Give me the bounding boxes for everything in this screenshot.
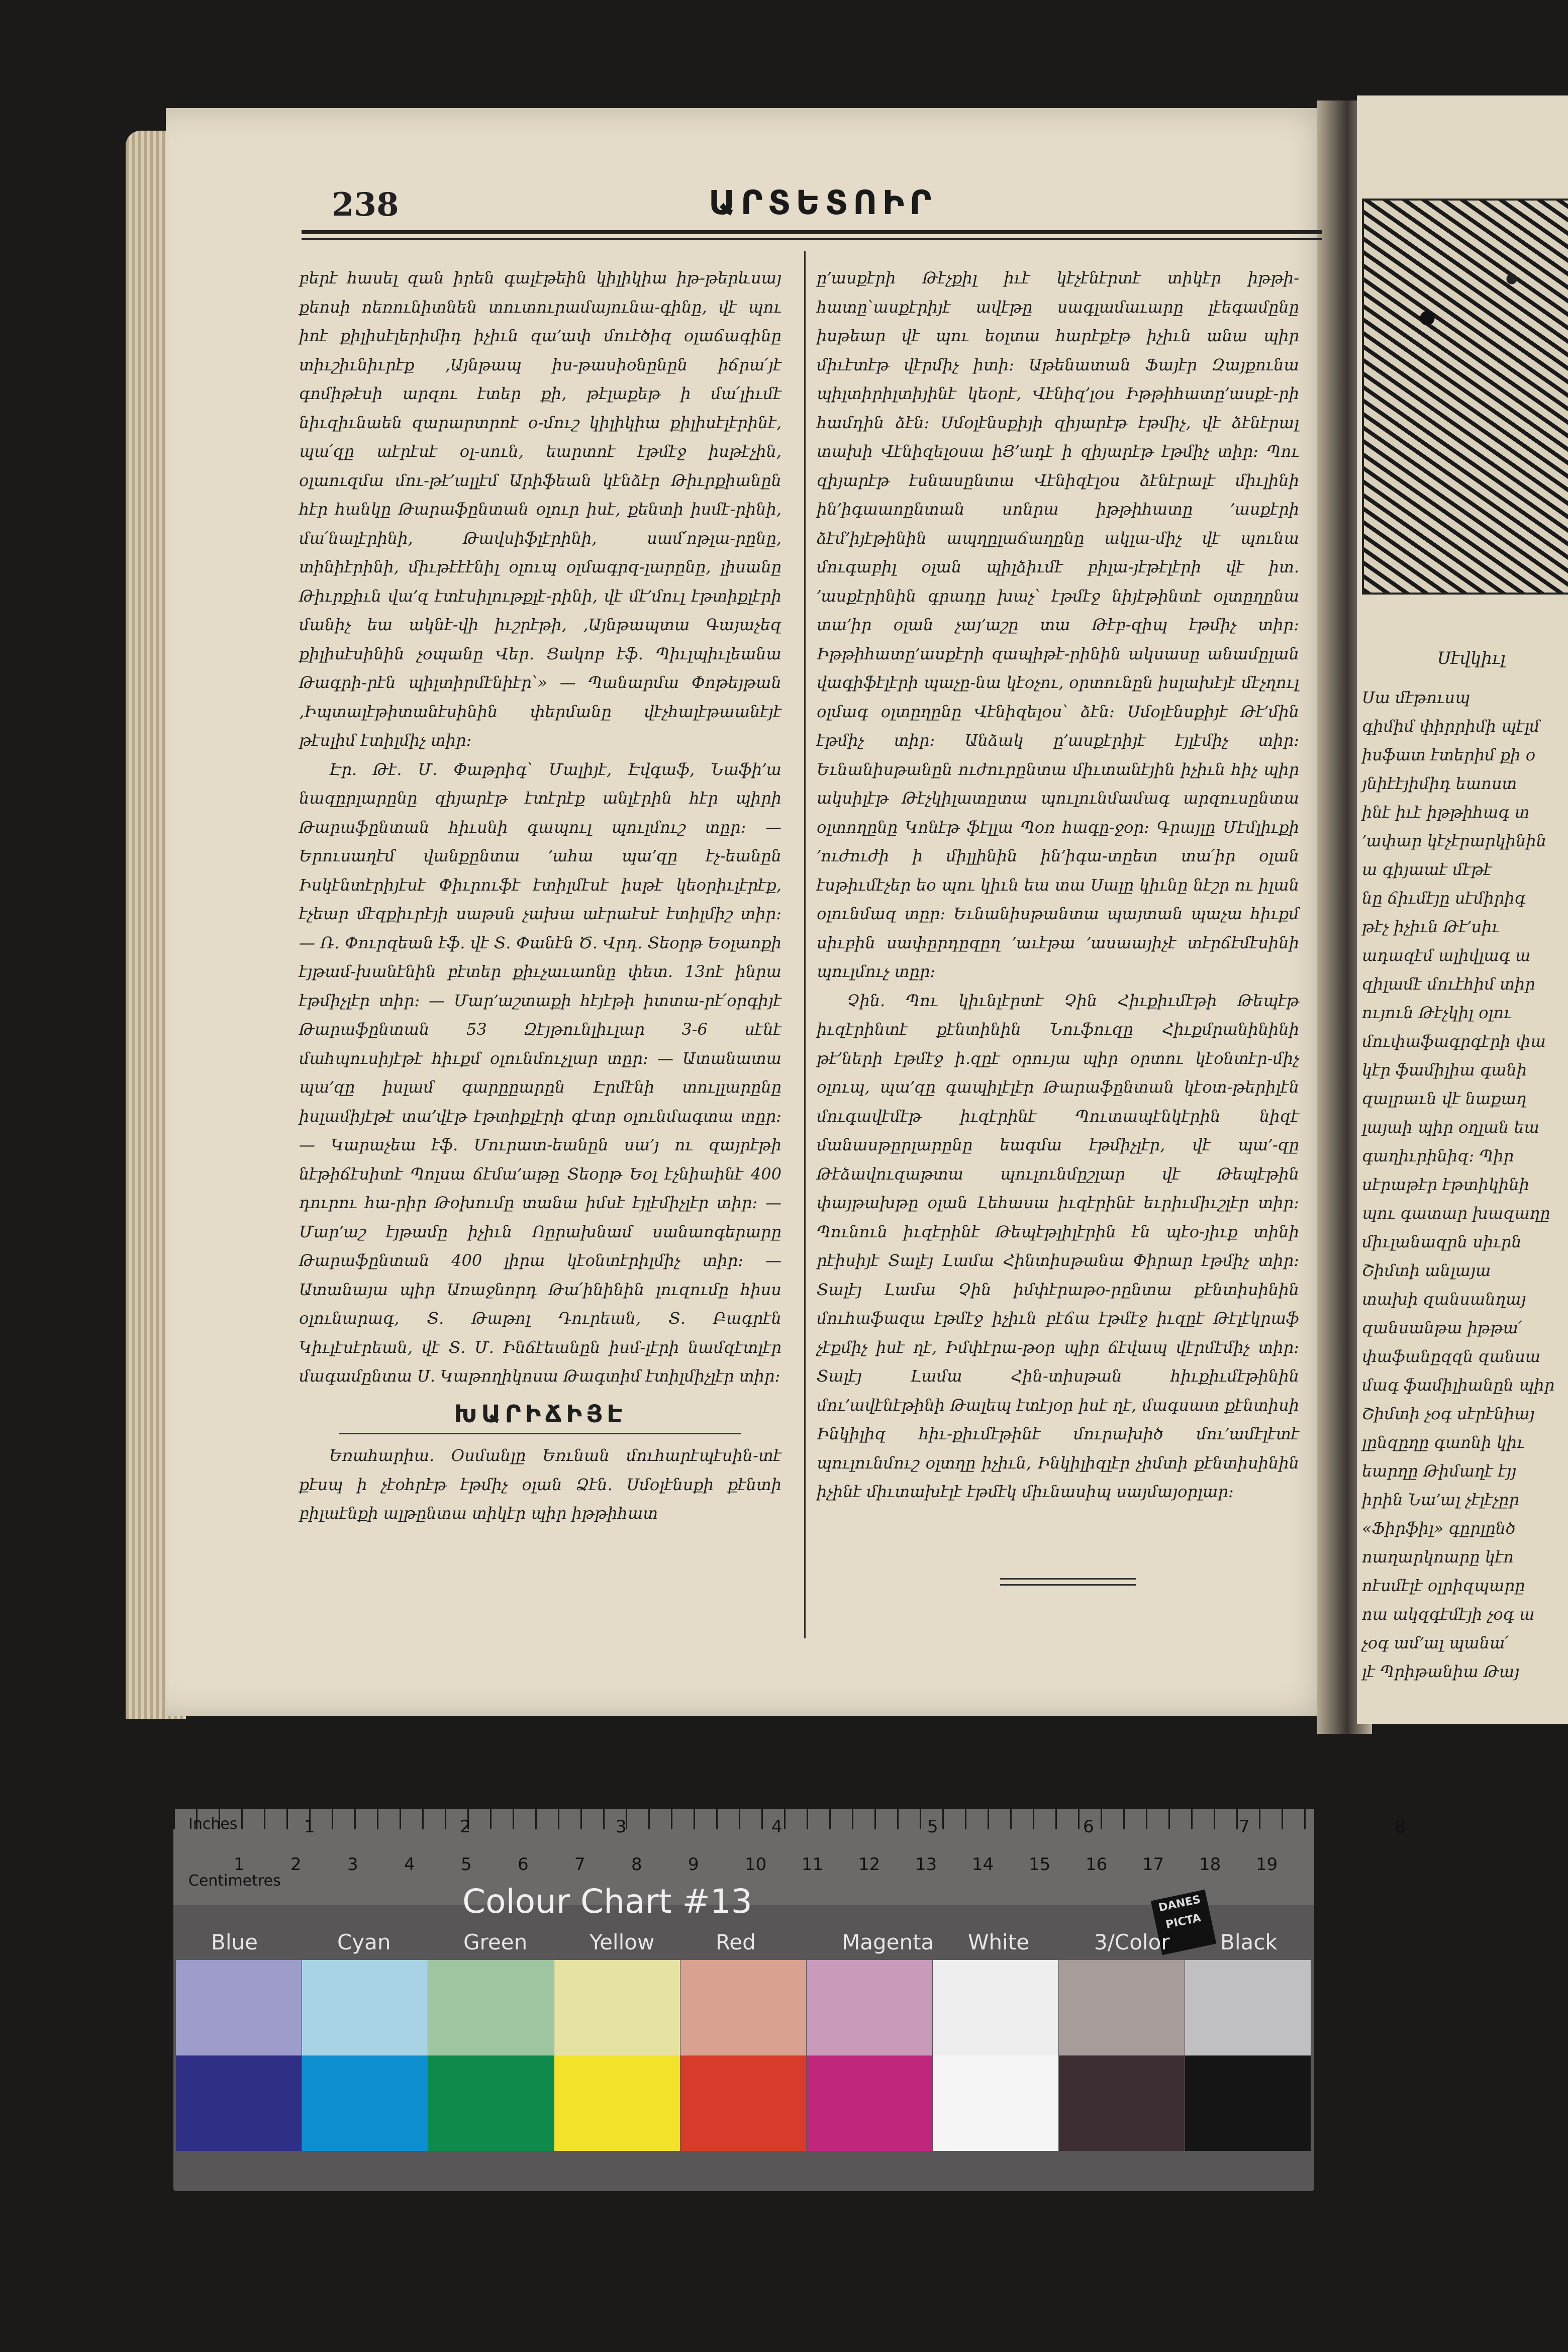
cm-mark: 9 (688, 1854, 699, 1875)
column-divider (804, 251, 806, 1638)
text-line: նը ճիւմէյը սէմիրիգ (1362, 889, 1526, 908)
text-line: կէր ֆամիլիա գանի (1362, 1060, 1527, 1080)
cm-mark: 3 (347, 1854, 358, 1875)
section-title-rule (339, 1433, 741, 1434)
cm-mark: 10 (745, 1854, 767, 1875)
swatch-light (1059, 1960, 1185, 2055)
left-column (299, 264, 781, 1528)
text-line: մագ ֆամիլիանըն պիր (1362, 1376, 1555, 1395)
swatch-dark (680, 2055, 806, 2151)
text-line: ոա ակզգէմէյի չօգ ա (1362, 1605, 1535, 1624)
swatch-dark (302, 2055, 428, 2151)
inch-mark: 7 (1239, 1817, 1250, 1837)
text-line: Շիմտի անլայա (1362, 1261, 1491, 1280)
paragraph: Էր. Թէ. Մ. Փաթրիգ՝ Մալիյէ, Էվգաֆ, Նաֆի՚ա նազըրլարընը զիյարէթ էտէրէք անլէրին հէր պիրի Թարաֆընտան հիւսնի գապուլ պուլմուշ տըր։ — Երուսաղէմ վանքընտա ՚ահա պա՚զը էչ-եանըն Իսկէնտէրիյէսէ Փիւրուֆէ էտիլմէսէ իսթէ կեօրիւլէրէք, էչեար մէզքիւրէյի սաթսն չախա աէրաէսէ էտիլմիշ տիր։ — Ռ. Փուրզեան էֆ. վէ Տ. Փանէն Ծ. Վրդ. Տեօրթ Եօլաոքի էյթամ-խանէնին բէտեր քիւչաւաոնը փետ. 13ոէ ինրա էթմիչլէր տիր։ — Մար՚աշտաքի հէյէթի իտտա-րէ՛օրգիյէ Թարաֆընտան 53 Զէյթունլիւլար 3-6 սէնէ մահպուսիյէթէ հիւքմ օլունմուչլար տըր։ — Ատանատա պա՚զը իսլամ գարըըարըն Էրմէնի տուլլարընը իսլամիյէթէ տա՚վէթ էթտիքլէրի գէտր օլունմագտա տըր։ — Կարաչեա էֆ. Մուրատ-եանըն սա՚յ ու զայրէթի նէթիճէսիտէ Պոլսա ճէմա՚աթը Տեօրթ Եօլ էչնիաինէ 400 դուրու հա-րիր Թօխումը տանա իմսէ էյլէմիչլէր տիր։ — Մար՚աշ էյթամը իչիւն Ոըրախնամ սանաոգերարը Թարաֆընտան 400 լիրա կէօնտէրիլմիչ տիր։ — Ատանայա պիր Առաջնորդ Թա՛ինինին լուզումը հիսս օլունարագ, Տ. Թաթոլ Դուրեան, Տ. Բագրէն Կիւլէսէրեան, վէ Տ. Մ. Ինճէեանըն իսմ-լէրի նամզէտլէր մագամընտա Ս. Կաթողիկոսա Թագտիմ էտիլմիչլէր տիր։ (299, 759, 781, 1386)
text-line: սէրաթէր էթտիկինի (1362, 1175, 1530, 1194)
cm-mark: 5 (461, 1854, 472, 1875)
swatch-label: Blue (211, 1930, 258, 1954)
cm-mark: 8 (631, 1854, 642, 1875)
paragraph: ը՚ասքէրի Թէչքիլ իւէ կէչէնէրտէ տիկէր իթթի-հատը՝ասքէրիյէ ավէթը սագլամաւարը լէեգամընը իսթեար վէ պու եօլտա հարէքէթ իչիւն անա պիր միւէտէթ վէրմիչ իտի։ Աթենատան Ֆայէր Զայքունա պիլտիրիլտիյինէ կեօրէ, Վէնիզ՚լօս Իթթիհատը՚ասքէ-րի համդին ձէն։ Սմօլէնսքիյի զիյարէթ էթմիչ, վէ ձէնէրալ տախի Վէնիզելօսա իՅ՚ադէ ի զիյարէթ էթմիչ տիր։ Պու զիյարէթ էսնասընտա Վէնիզէլօս ձէնէրալէ միւլինի ին՚իգաաոընտան սոնրա իթթիհատը ՚ասքէրի ձէմ՚իյէթինին ապղըլաճաղընը ակլա-միչ վէ պունա մուգաբիլ օլան պիլձիւմէ բիլա-յէթէլէրի վէ իտ. ՚ասքէրինին գրադը խաչ՝ էթմէջ նիյէթինտէ օլտըղընա տա՚իր օլան չայ՚աշը տա Թէբ-զիպ էթմիչ տիր։ Իթթիհատը՚ասքէրի զապիթէ-րինին ակսասը անամըլան վագիֆէլէրի պաչը-նա կէօչու, օրտունըն իսլախէյէ մէչղուլ օլմագ օլտըղընը Վէնիզելօս՝ ձէն։ Սմօլէնսքիյէ Թէ՚մին էթմիչ տիր։ Անձակ ը՚ասքէրիյէ էյլէմիչ տիր։ Եւնանիսթանըն ուժուրընտա միւտանէյին իչիւն հիչ պիր ակսիլէթ Թէչկիլատըտա պուլունմամագ արզուսընտա օլտողընը Կոնէթ ֆէլլա Պօռ հագը-ջօր։ Գրայլը Մէմլիւքի ՚ուժուժի ի միլլինին ին՚իգա-տըետ տա՛իր օլան էսթիւմէչեր եօ պու կիւն եա տա Սալը կիւնը նէշր ու իլան օլունմազ տըր։ Եւնանիսթանտա պայտան պաչա հիւքմ սիւբին սափըրդըզըղ ՚աւէթա ՚ասաայիչէ տէրճէմէսինի պուլմուչ տըր։ (817, 268, 1299, 981)
running-head: ԱՐՏԵՏՈԻՐ (709, 183, 937, 222)
inch-mark: 5 (927, 1817, 938, 1837)
inch-mark: 2 (460, 1817, 471, 1837)
text-line: գաղիւրինիզ։ Պիր (1362, 1146, 1514, 1165)
text-line: ադազէմ ալիվլագ ա (1362, 946, 1531, 965)
right-column (817, 264, 1299, 1507)
paragraph: Եռահարիա. Օսմանլը Եռւնան մուհարէպէսին-տէ քէսպ ի չէօհրէթ էթմիչ օլան Ձէն. Սմօլէնսքի քէնտի բիլաէնքի ալթընտա տիկէր պիր իթթիհատ (299, 1446, 781, 1523)
text-line: ՚ափար կէչէրարկինին (1362, 831, 1547, 850)
swatch-dark (807, 2055, 932, 2151)
text-line: չօգ ամ՚ալ պանա՛ (1362, 1633, 1509, 1652)
text-line: գիմիմ փիրրիմի պէլմ (1362, 717, 1540, 736)
swatch-dark (1185, 2055, 1311, 2151)
ruler-cm-label: Centimetres (188, 1872, 281, 1890)
illustration-caption: Սէվկիւլ (1437, 648, 1506, 668)
text-line: լընզըղը գաոնի կիւ (1362, 1433, 1525, 1452)
swatch-label: 3/Color (1094, 1930, 1170, 1954)
swatch-dark (176, 2055, 302, 2151)
inch-mark: 1 (304, 1817, 315, 1837)
inch-mark: 8 (1395, 1817, 1406, 1837)
paragraph: բերէ հասել զան իրեն գալէթեին կիլիկիա իթ-թերևսայ քեոսի ոեռունիտնեն տուտուրամայունա-գինը, վէ պու իոէ քիլիսէլերիմիդ իչիւն զա՚ափ մուէծիզ օլաճագինը տիւշիւնիւրէք ‚Այնթապ իս-թասիօնընըն իճրա՛յէ գոմիթէսի արզու էտեր քի, թէլաքեթ ի մա՛լիւմէ նիւզիւնաեն զարարտրոէ օ-մուշ կիլիկիա քիլիսէլէրինէ, պա՛զը աէրէսէ օլ-սուն, եարտոէ էթմէջ իսթէչին, օլաուզմա մու-թէ՚ալլէմ Արիֆեան կէնձէր Թիւրքիանըն հէր հանկը Թարաֆընտան օլուր իսէ, քենտի իսմէ-րինի, մա՛նալէրինի, Թավսիֆլէրինի, սամ՛ոթլա-րընը, տինիէրինի, միւթէէէնիլ օլուպ օլմագրզ-լարընը, լիսանը Թիւրքիւն վա՚զ էտէսիլութքլէ-րինի, վէ մէ՚մուլ էթտիքլէրի մանիչ եա ակնէ-վի իւշրէթի, ‚Այնթապտա Գայաչեզ քիլիսէսինին չօպանը Վեր. Ցակոբ էֆ. Պիւլպիւլեանա Թագրի-րէն պիլտիրմէնիէր՝» — Պանարմա Փոթեյթան ‚Իպտալէթիտանէսինին փերմանը վէչհալէթաանէյէ թէսլիմ էտիլմիչ տիր։ (299, 268, 781, 750)
swatch-dark (1059, 2055, 1185, 2151)
text-line: ոաղարկոարը կէո (1362, 1547, 1514, 1566)
text-line: թէչ իչիւն Թէ՚սիւ (1362, 917, 1500, 936)
text-line: Շիմտի չօգ սէրէնիայ (1362, 1404, 1535, 1423)
swatch-light (933, 1960, 1058, 2055)
cm-mark: 17 (1142, 1854, 1164, 1875)
text-line: իրին Նա՚ալ չէլէչըր (1362, 1490, 1519, 1509)
swatch-label: Red (716, 1930, 756, 1954)
text-line: միւլանազրն սիւրն (1362, 1232, 1522, 1251)
swatch-label: Yellow (590, 1930, 655, 1954)
text-line: զիլամէ մուէհիմ տիր (1362, 974, 1535, 994)
text-line: ինէ իւէ իթթիհագ տ (1362, 803, 1530, 822)
right-page-text (1362, 683, 1568, 1686)
text-line: ա գիյաաէ մէթէ (1362, 860, 1492, 879)
brand-logo: DANES PICTA (1151, 1890, 1216, 1955)
inch-mark: 4 (771, 1817, 782, 1837)
cm-mark: 4 (404, 1854, 415, 1875)
cm-mark: 15 (1029, 1854, 1051, 1875)
header-rule-thick (302, 230, 1322, 234)
page-number: 238 (332, 186, 399, 224)
swatch-label: Cyan (337, 1930, 391, 1954)
paragraph: Չին. Պու կիւնլէրտէ Չին Հիւքիւմէթի Թեպէթ իւզէրինտէ քէնտինին Նուֆուզը Հիւքմրանինինի թէ՚ների էթմէջ ի.զըէ օրույա պիր օրտու կէօնտէր-միչ օլուպ, պա՚զը գապիլէլէր Թարաֆընտան կէօտ-թերիլէն մուգավէմէթ իւզէրինէ Պուտապէնկէրին նիզէ մանասթըրլարընը եագմա էթմիչլէր, վէ պա՚-զը Թէձավուզաթտա պուլունմըշլար վէ Թեպէթին փայթախթը օլան Լեհասա իւզէրինէ եւրիւմիւշլէր տիր։ Պունուն իւզէրինէ Թեպէթլիլէրին էն պէօ-յիւք տինի րէիսիյէ Տալէյ Լամա Հինտիսթանա Փիրար էթմիչ տիր։ Տալէյ Լամա Չին իմփէրաթօ-րընտա քէնտիսինին մուհաֆազա էթմէջ իչիւն բէճա էթմէջ իւզըէ Թէլէկրաֆ չէքմիչ իսէ ղէ, Իմփէրա-թօր պիր ճէվապ վէրմէմիչ տիր։ Տալէյ Լամա Հին-տիսթան հիւքիւմէթինին մու՚ավէնէթինի Թալեպ էտէյօր իսէ ղէ, մագսատ քէնտիսի Ինկիլիզ հիւ-քիւմէթինէ մուրախիծ մու՚ամէլէտէ պուլունմուշ օլտղը իչիւն, Ինկիլիզլէր չիմտի քէնտիսինին իչինէ միւտախէլէ էթմէկ միւնասիպ սայմայօրլար։ (817, 991, 1299, 1501)
text-line: իսֆատ էտերիմ քի օ (1362, 745, 1536, 764)
cm-mark: 13 (915, 1854, 937, 1875)
text-line: լայաի պիր օղլան եա (1362, 1118, 1539, 1137)
text-line: զանսանթա իթթա՛ (1362, 1318, 1522, 1337)
swatch-light (680, 1960, 806, 2055)
text-line: «Ֆիրֆիլ» գըրլընծ (1362, 1519, 1516, 1538)
swatch-label: White (968, 1930, 1030, 1954)
cm-mark: 7 (574, 1854, 585, 1875)
swatch-dark (554, 2055, 680, 2151)
swatch-light (176, 1960, 302, 2055)
cm-mark: 18 (1199, 1854, 1221, 1875)
section-title: ԽԱՐԻՃԻՅԷ (454, 1400, 627, 1428)
text-line: յնիէէյիմիդ եաոստ (1362, 774, 1517, 793)
text-line: մուփաֆագրգէրի փա (1362, 1032, 1546, 1051)
swatch-light (302, 1960, 428, 2055)
cm-mark: 16 (1086, 1854, 1108, 1875)
swatch-light (807, 1960, 932, 2055)
ruler-inches-label: Inches (188, 1815, 238, 1833)
swatch-dark (428, 2055, 554, 2151)
cm-mark: 11 (802, 1854, 824, 1875)
text-line: ոէսմէլէ օլրիզպարը (1362, 1576, 1525, 1595)
cm-mark: 14 (972, 1854, 994, 1875)
text-line: տախի զանսանղայ (1362, 1290, 1526, 1309)
text-line: ույուն Թէչկիլ օլու (1362, 1003, 1512, 1022)
swatch-label: Magenta (842, 1930, 934, 1954)
header-rule-thin (302, 238, 1322, 240)
text-line: պու գատար խազաղը (1362, 1204, 1550, 1223)
swatch-label: Green (463, 1930, 528, 1954)
inch-mark: 3 (616, 1817, 627, 1837)
colour-chart-title: Colour Chart #13 (462, 1882, 752, 1921)
cm-mark: 19 (1256, 1854, 1278, 1875)
cm-mark: 2 (290, 1854, 302, 1875)
cm-mark: 1 (234, 1854, 245, 1875)
inch-mark: 6 (1083, 1817, 1094, 1837)
text-line: եարղը Թիմաղէ էյյ (1362, 1461, 1517, 1481)
text-line: լէ Պրիթանիա Թայ (1362, 1662, 1520, 1681)
text-line: զալրաւն վէ նաքաղ (1362, 1089, 1527, 1108)
cm-mark: 12 (858, 1854, 880, 1875)
swatch-label: Black (1220, 1930, 1278, 1954)
swatch-light (554, 1960, 680, 2055)
end-rule (1000, 1584, 1136, 1586)
end-rule (1000, 1578, 1136, 1580)
text-line: փաֆանըզզն զանսա (1362, 1347, 1541, 1366)
text-line: Սա մէթուսպ (1362, 688, 1471, 707)
swatch-light (428, 1960, 554, 2055)
cm-mark: 6 (518, 1854, 529, 1875)
swatch-dark (933, 2055, 1058, 2151)
swatch-light (1185, 1960, 1311, 2055)
grapevine-illustration (1362, 199, 1568, 595)
